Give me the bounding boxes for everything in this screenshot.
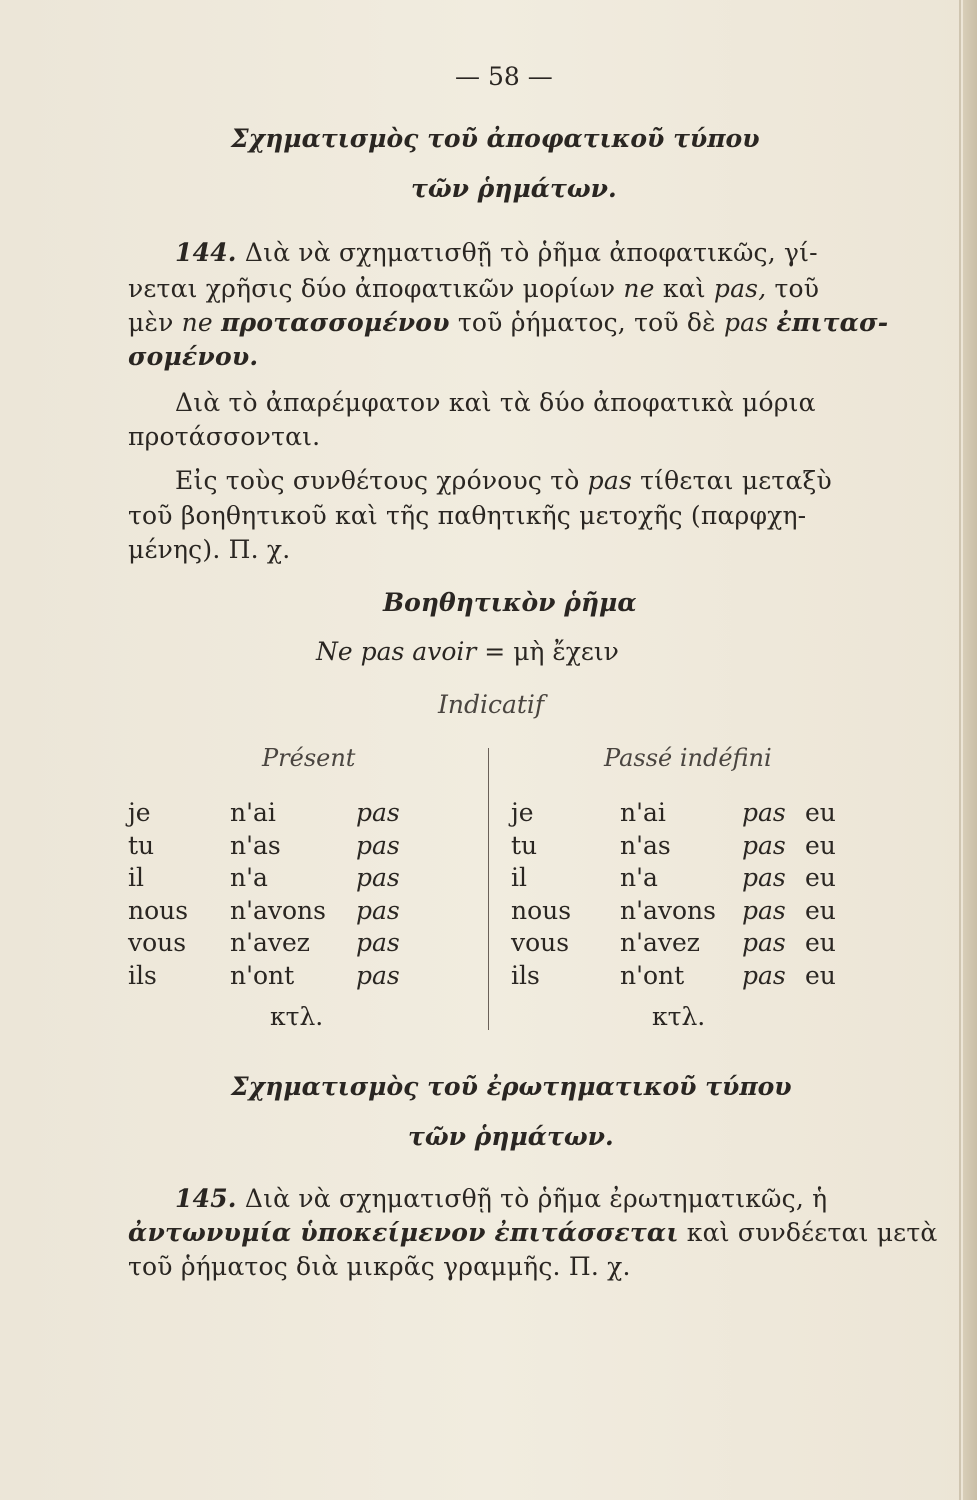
para144-line3 — [128, 308, 888, 337]
present-verb: n'a — [230, 863, 268, 892]
para3-line1 — [175, 466, 832, 495]
passe-pronoun: vous — [511, 928, 570, 957]
etc-right: κτλ. — [652, 1002, 706, 1031]
example-verb-fr: Ne pas avoir — [316, 637, 477, 666]
para2-line1: Διὰ τὸ ἀπαρέμφατον καὶ τὰ δύο ἀποφατικὰ μόρια — [175, 388, 816, 417]
para145-line1-text: Διὰ νὰ σχηματισθῇ τὸ ῥῆμα ἐρωτηματικῶς, ἡ — [244, 1184, 828, 1213]
passe-verb: n'a — [620, 863, 658, 892]
section1-heading-line2: τῶν ῥημάτων. — [411, 174, 617, 203]
present-pronoun: je — [128, 798, 151, 827]
para144-line4: σομένου. — [128, 342, 259, 371]
para144-line3-bold2: ἐπιτασ- — [776, 308, 889, 337]
para3-line1-b: τίθεται μεταξὺ — [631, 466, 832, 495]
present-verb: n'as — [230, 830, 281, 860]
section2-heading-line1: Σχηματισμὸς τοῦ ἐρωτηματικοῦ τύπου — [231, 1072, 792, 1101]
etc-left: κτλ. — [270, 1002, 324, 1031]
passe-pronoun: il — [511, 863, 527, 892]
para144-line3-b — [213, 308, 221, 337]
para144-line2-ne: ne — [623, 274, 655, 303]
present-negation: pas — [356, 830, 400, 860]
passe-verb: n'as — [620, 830, 671, 860]
present-verb: n'avez — [230, 928, 310, 957]
passe-pronoun: tu — [511, 830, 538, 860]
present-negation: pas — [356, 960, 400, 990]
passe-negation: pas — [742, 830, 786, 860]
para144-line2 — [128, 274, 819, 303]
present-pronoun: tu — [128, 830, 155, 860]
passe-verb: n'ont — [620, 960, 685, 990]
para145-line1 — [175, 1184, 827, 1213]
present-label: Présent — [262, 744, 356, 772]
para144-line3-a: μὲν — [128, 308, 182, 337]
para145-line2 — [128, 1218, 937, 1247]
passe-participle: eu — [805, 928, 836, 957]
example-equals: = — [484, 637, 506, 666]
passe-negation: pas — [742, 798, 786, 827]
passe-negation: pas — [742, 928, 786, 957]
para144-line2-a: νεται χρῆσις δύο ἀποφατικῶν μορίων — [128, 274, 624, 303]
page-number: — 58 — — [455, 62, 553, 91]
para3-line2: τοῦ βοηθητικοῦ καὶ τῆς παθητικῆς μετοχῆς (παρφχη- — [128, 501, 807, 530]
para145-line3: τοῦ ῥήματος διὰ μικρᾶς γραμμῆς. Π. χ. — [128, 1252, 631, 1281]
present-negation: pas — [356, 895, 400, 925]
example-title: Βοηθητικὸν ῥῆμα — [383, 588, 637, 617]
para145-number: 145. — [175, 1184, 237, 1213]
para144-line3-ne: ne — [181, 308, 213, 337]
present-negation: pas — [356, 928, 400, 957]
para145-line2-bold: ἀντωνυμία ὑποκείμενον ἐπιτάσσεται — [128, 1218, 679, 1247]
present-negation: pas — [356, 863, 400, 892]
para144-line2-pas: pas, — [713, 274, 767, 303]
example-mood: Indicatif — [438, 690, 545, 719]
present-verb: n'ont — [230, 960, 295, 990]
passe-negation: pas — [742, 863, 786, 892]
para144-line1 — [175, 238, 818, 267]
passe-participle: eu — [805, 960, 836, 990]
para144-line3-bold: προτασσομένου — [221, 308, 450, 337]
page-edge — [963, 0, 977, 1500]
para3-line3: μένης). Π. χ. — [128, 535, 291, 564]
passe-verb: n'avons — [620, 895, 716, 925]
passe-participle: eu — [805, 895, 836, 925]
para144-line3-c: τοῦ ῥήματος, τοῦ δὲ — [449, 308, 724, 337]
para145-line2-rest: καὶ συνδέεται μετὰ — [678, 1218, 938, 1247]
para144-line1-text: Διὰ νὰ σχηματισθῇ τὸ ῥῆμα ἀποφατικῶς, γί- — [244, 238, 818, 267]
para2-line2: προτάσσονται. — [128, 422, 321, 451]
present-pronoun: vous — [128, 928, 187, 957]
present-pronoun: ils — [128, 960, 157, 990]
para144-number: 144. — [175, 238, 237, 267]
column-divider — [488, 748, 489, 1030]
passe-negation: pas — [742, 895, 786, 925]
example-verb-gr: μὴ ἔχειν — [513, 637, 619, 666]
present-verb: n'ai — [230, 798, 276, 827]
passe-verb: n'ai — [620, 798, 666, 827]
present-pronoun: nous — [128, 895, 189, 925]
para144-line2-c: τοῦ — [766, 274, 820, 303]
section1-heading-line1: Σχηματισμὸς τοῦ ἀποφατικοῦ τύπου — [231, 124, 760, 153]
section2-heading-line2: τῶν ῥημάτων. — [408, 1122, 614, 1151]
present-negation: pas — [356, 798, 400, 827]
passe-pronoun: je — [511, 798, 534, 827]
passe-negation: pas — [742, 960, 786, 990]
para3-line1-pas: pas — [587, 466, 632, 495]
present-pronoun: il — [128, 863, 144, 892]
para144-line2-b: καὶ — [654, 274, 714, 303]
example-verb-line — [316, 637, 619, 666]
passe-pronoun: nous — [511, 895, 572, 925]
para144-line3-pas: pas — [723, 308, 769, 337]
present-verb: n'avons — [230, 895, 326, 925]
para3-line1-a: Εἰς τοὺς συνθέτους χρόνους τὸ — [175, 466, 588, 495]
passe-label: Passé indéfini — [604, 744, 772, 772]
page-edge-line — [959, 0, 961, 1500]
passe-participle: eu — [805, 863, 836, 892]
passe-verb: n'avez — [620, 928, 700, 957]
passe-participle: eu — [805, 798, 836, 827]
passe-pronoun: ils — [511, 960, 540, 990]
passe-participle: eu — [805, 830, 836, 860]
